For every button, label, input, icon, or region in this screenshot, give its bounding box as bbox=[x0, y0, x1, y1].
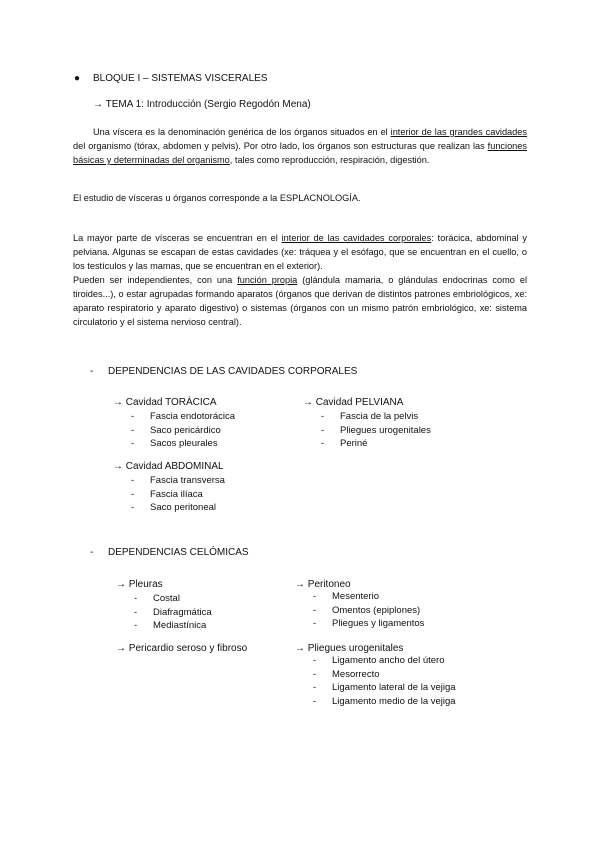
list-item: - Periné bbox=[321, 437, 431, 451]
underlined-text: función propia bbox=[237, 275, 298, 285]
text-run: , tales como reproducción, respiración, digestión. bbox=[229, 155, 430, 165]
text-run: : torácica, abdominal y pelviana. Algunas se escapan de estas cavidades (xe: tráquea y el esófago, que se encuentran en el cuello, o los testículos y las mamas, que se encuentran en el exterior). bbox=[73, 233, 528, 271]
pelviana-title: → Cavidad PELVIANA bbox=[303, 397, 404, 408]
abdominal-title: → Cavidad ABDOMINAL bbox=[113, 461, 224, 472]
peritoneo-title: → Peritoneo bbox=[295, 579, 351, 590]
list-item: - Diafragmática bbox=[134, 606, 212, 620]
section2-title: DEPENDENCIAS CELÓMICAS bbox=[108, 547, 249, 558]
text-run: Pueden ser independientes, con una bbox=[73, 275, 238, 285]
text-run: del organismo (tórax, abdomen y pelvis). Por otro lado, los órganos son estructuras que realizan las bbox=[73, 141, 488, 151]
text-run: La mayor parte de vísceras se encuentran en el bbox=[73, 233, 282, 243]
toracica-title: → Cavidad TORÁCICA bbox=[113, 397, 217, 408]
pleuras-group bbox=[116, 578, 212, 633]
text-run: (glándula mamaria, o glándulas endocrinas como el tiroides...), o estar agrupadas formando aparatos (órganos que derivan de distintos patrones embriológicos, xe: aparato respiratorio y aparato digestivo) o sistemas (órganos con un mismo patrón embriológico, xe: sistema circulatorio y el sistema nervioso central). bbox=[73, 275, 527, 327]
list-item: - Ligamento lateral de la vejiga bbox=[313, 681, 456, 695]
intro-paragraph bbox=[73, 125, 527, 167]
underlined-text: interior de las grandes cavidades bbox=[390, 127, 527, 137]
pleuras-title: → Pleuras bbox=[116, 579, 163, 590]
list-item: - Fascia endotorácica bbox=[131, 410, 235, 424]
list-item: - Pliegues urogenitales bbox=[321, 424, 431, 438]
list-item: - Ligamento ancho del útero bbox=[313, 654, 456, 668]
list-item: - Costal bbox=[134, 592, 212, 606]
pericardio-title: → Pericardio seroso y fibroso bbox=[116, 643, 248, 654]
list-item: - Fascia transversa bbox=[131, 474, 225, 488]
dash-marker: - bbox=[90, 366, 94, 377]
organs-paragraph bbox=[73, 273, 527, 329]
list-item: - Mesenterio bbox=[313, 590, 424, 604]
list-item: - Fascia ilíaca bbox=[131, 488, 225, 502]
list-item: - Mesorrecto bbox=[313, 668, 456, 682]
list-item: - Ligamento medio de la vejiga bbox=[313, 695, 456, 709]
toracica-group bbox=[113, 396, 235, 451]
list-item: - Fascia de la pelvis bbox=[321, 410, 431, 424]
list-item: - Saco pericárdico bbox=[131, 424, 235, 438]
underlined-text: interior de las cavidades corporales bbox=[281, 233, 432, 243]
study-paragraph: El estudio de vísceras u órganos corresponde a la ESPLACNOLOGÍA. bbox=[73, 193, 361, 203]
peritoneo-group bbox=[295, 578, 424, 631]
list-item: - Omentos (epiplones) bbox=[313, 604, 424, 618]
list-item: - Pliegues y ligamentos bbox=[313, 617, 424, 631]
pliegues-group bbox=[295, 642, 456, 708]
abdominal-group bbox=[113, 460, 225, 515]
text-run: Una víscera es la denominación genérica de los órganos situados en el bbox=[93, 127, 391, 137]
list-item: - Saco peritoneal bbox=[131, 501, 225, 515]
topic-title: → TEMA 1: Introducción (Sergio Regodón Mena) bbox=[93, 99, 311, 110]
section1-title: DEPENDENCIAS DE LAS CAVIDADES CORPORALES bbox=[108, 366, 358, 377]
pelviana-group bbox=[303, 396, 431, 451]
underlined-text: funciones básicas y determinadas del organismo bbox=[73, 141, 527, 165]
pliegues-title: → Pliegues urogenitales bbox=[295, 643, 404, 654]
cavities-paragraph bbox=[73, 231, 527, 273]
bullet-icon: ● bbox=[74, 73, 81, 84]
list-item: - Mediastínica bbox=[134, 619, 212, 633]
dash-marker: - bbox=[90, 547, 94, 558]
section-heading: BLOQUE I – SISTEMAS VISCERALES bbox=[93, 73, 268, 84]
list-item: - Sacos pleurales bbox=[131, 437, 235, 451]
